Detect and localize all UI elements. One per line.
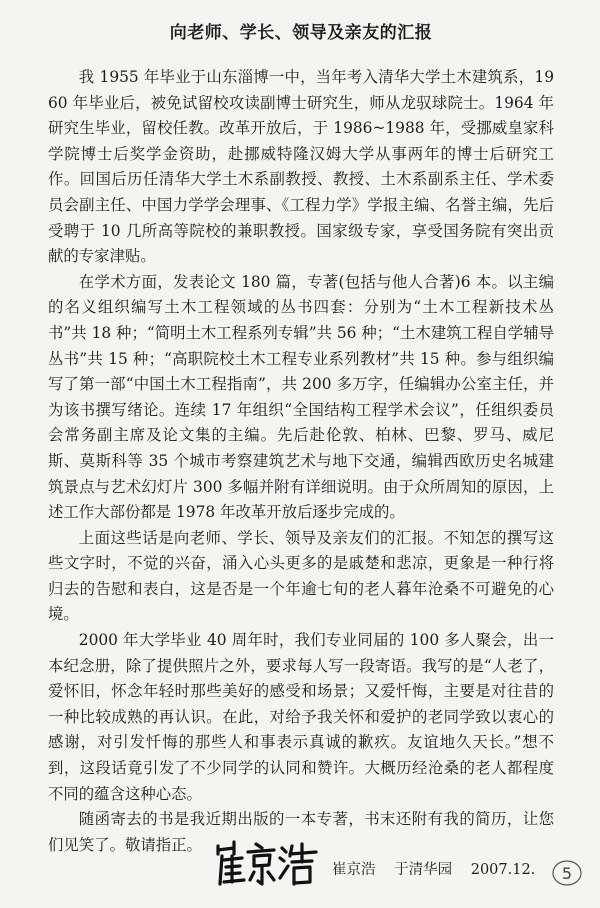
signature-block [0,838,600,888]
paragraph-reunion: 2000 年大学毕业 40 周年时，我们专业同届的 100 多人聚会，出一本纪念册，除了提供照片之外，要求每人写一段寄语。我写的是“人老了，爱怀旧，怀念年轻时那些美好的感受和场景；又爱忏悔，主要是对往昔的一种比较成熟的再认识。在此，对给予我关怀和爱护的老同学致以衷心的感谢，对引发忏悔的那些人和事表示真诚的歉疚。友谊地久天长。”想不到，这段话竟引发了不少同学的认同和赞许。大概历经沧桑的老人都程度不同的蕴含这种心态。 [48,631,554,803]
paragraph-report: 上面这些话是向老师、学长、领导及亲友们的汇报。不知怎的撰写这些文字时，不觉的兴奋，涌入心头更多的是戚楚和悲凉，更象是一种行将归去的告慰和表白，这是否是一个年逾七旬的老人暮年沧桑不可避免的心境。 [48,528,554,624]
paragraph-academic: 在学术方面，发表论文 180 篇，专著(包括与他人合著)6 本。以主编的名义组织编写土木工程领域的丛书四套：分别为“土木工程新技术丛书”共 18 种；“简明土木工程系列专辑”共 56 种；“土木建筑工程自学辅导丛书”共 15 种；“高职院校土木工程专业系列教材”共 15 种。参与组织编写了第一部“中国土木工程指南”，共 200 多万字，任编辑办公室主任，并为该书撰写绪论。连续 17 年组织“全国结构工程学术会议”，任组织委员会常务副主席及论文集的主编。先后赴伦敦、柏林、巴黎、罗马、威尼斯、莫斯科等 35 个城市考察建筑艺术与地下交通，编辑西欧历史名城建筑景点与艺术幻灯片 300 多幅并附有详细说明。由于众所周知的原因，上述工作大部份都是 1978 年改革开放后逐步完成的。 [48,272,554,522]
handwritten-page-number [550,858,584,888]
paragraph-closing: 随函寄去的书是我近期出版的一本专著，书末还附有我的简历，让您们见笑了。敬请指正。 [48,810,554,854]
signature-text [332,858,549,879]
paragraph-biography: 我 1955 年毕业于山东淄博一中，当年考入清华大学土木建筑系，1960 年毕业后，被免试留校攻读副博士研究生，师从龙驭球院士。1964 年研究生毕业，留校任教。改革开放后，于 1986~1988 年，受挪威皇家科学院博士后奖学金资助，赴挪威特隆汉姆大学从事两年的博士后研究工作。回国后历任清华大学土木系副教授、教授、土木系副系主任、学术委员会副主任、中国力学学会理事、《工程力学》学报主编、名誉主编，先后受聘于 10 几所高等院校的兼职教授。国家级专家，享受国务院有突出贡献的专家津贴。 [48,68,554,266]
signature-name: 崔京浩 [332,862,376,878]
signature-place: 于清华园 [394,862,453,878]
handwritten-signature [212,838,320,888]
svg-text:5: 5 [561,864,573,883]
signature-date: 2007.12. [470,862,536,878]
letter-title: 向老师、学长、领导及亲友的汇报 [169,23,433,43]
